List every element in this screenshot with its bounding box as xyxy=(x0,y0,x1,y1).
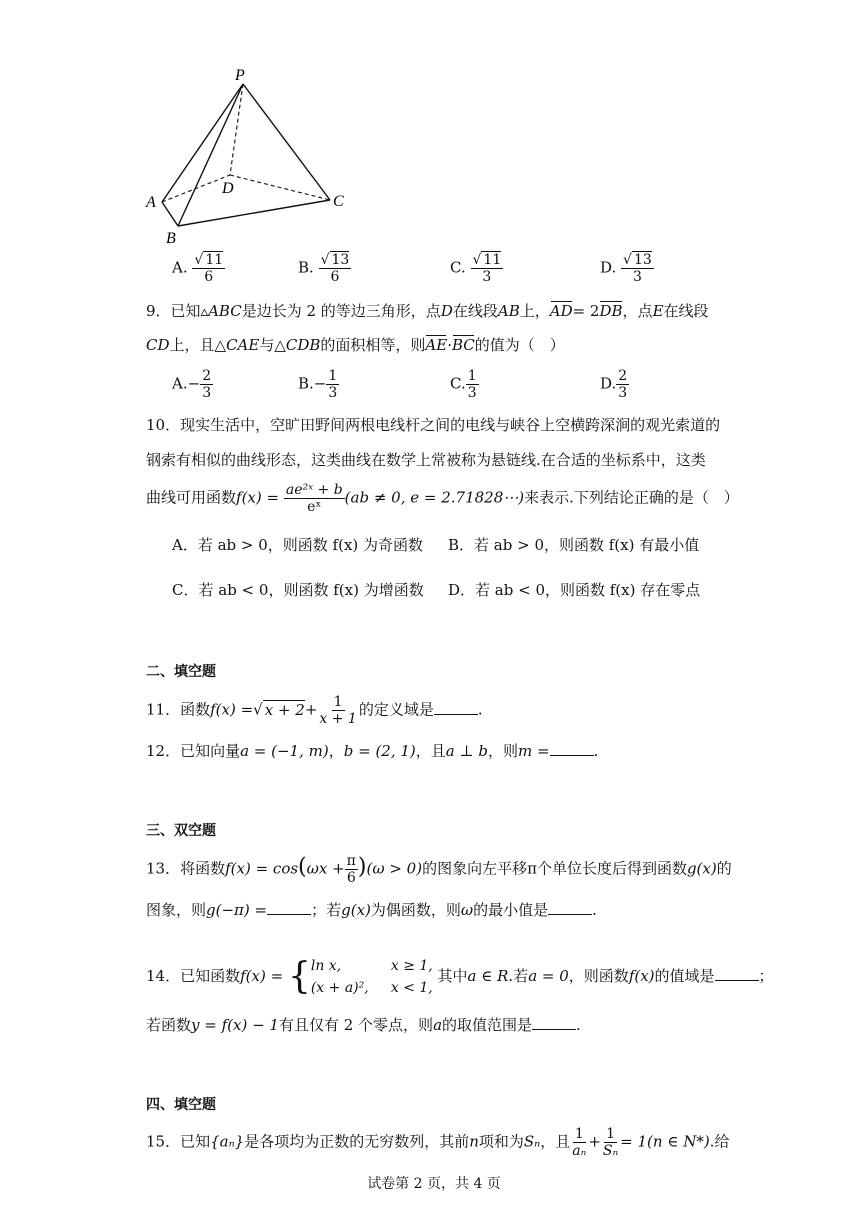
vertex-label-a: A xyxy=(146,194,156,211)
q9-option-b[interactable]: B.− $\frac{1}{3}$ xyxy=(298,368,338,401)
q15: 15．已知{aₙ}是各项均为正数的无穷数列，其前n项和为Sₙ，且 $\frac{1}{\text{aₙ}}$ + $\frac{1}{\text{Sₙ}}$ = 1(n ∈ N*).给 xyxy=(146,1126,730,1159)
q10-line3: 曲线可用函数f(x) = $\frac{\text{ae²ˣ + b}}{\text{eˣ}}$ (ab ≠ 0, e = 2.71828⋯)来表示.下列结论正确的是（ ） xyxy=(146,482,739,515)
page-footer: 试卷第 2 页，共 4 页 xyxy=(367,1176,501,1192)
q14-line2: 若函数y = f(x) − 1有且仅有 2 个零点，则a的取值范围是 . xyxy=(146,1016,581,1034)
q10-option-c[interactable]: C．若 ab < 0，则函数 f(x) 为增函数 xyxy=(172,581,424,599)
section-title-fill-blank-2: 四、填空题 xyxy=(146,1097,216,1113)
q9-line2: CD上，且△CAE与△CDB的面积相等，则AE·BC的值为（ ） xyxy=(146,336,565,354)
q13-line2: 图象，则g(−π) = ；若g(x)为偶函数，则ω的最小值是 . xyxy=(146,901,597,919)
q8-option-a[interactable]: A. $\frac{√ 11}{6}$ xyxy=(172,252,224,285)
q10-option-b[interactable]: B．若 ab > 0，则函数 f(x) 有最小值 xyxy=(448,536,700,554)
answer-blank[interactable] xyxy=(550,741,594,756)
answer-blank[interactable] xyxy=(532,1015,576,1030)
q9-option-d[interactable]: D. $\frac{2}{3}$ xyxy=(600,368,628,401)
q9-option-c[interactable]: C. $\frac{1}{3}$ xyxy=(450,368,477,401)
q8-option-c[interactable]: C. $\frac{√ 11}{3}$ xyxy=(450,252,502,285)
q10-line2: 钢索有相似的曲线形态，这类曲线在数学上常被称为悬链线.在合适的坐标系中，这类 xyxy=(146,451,706,469)
q8-option-b[interactable]: B. $\frac{√ 13}{6}$ xyxy=(298,252,350,285)
answer-blank[interactable] xyxy=(267,900,311,915)
vertex-label-c: C xyxy=(333,193,344,210)
q13-line1: 13．将函数f(x) = cos(ωx + $\frac{\pi}{6}$ )(ω > 0)的图象向左平移π个单位长度后得到函数g(x)的 xyxy=(146,853,732,886)
q10-line1: 10．现实生活中，空旷田野间两根电线杆之间的电线与峡谷上空横跨深涧的观光索道的 xyxy=(146,416,721,434)
answer-blank[interactable] xyxy=(548,900,592,915)
tetrahedron-figure xyxy=(140,60,360,250)
section-title-fill-blank: 二、填空题 xyxy=(146,664,216,680)
answer-blank[interactable] xyxy=(715,966,759,981)
q14-line1: 14．已知函数f(x) = { ln x, x ≥ 1, (x + a)², x < 1, 其中a ∈ R.若a = 0，则函数f(x)的值域是 ； xyxy=(146,956,774,997)
q11: 11．函数f(x) =√ x + 2+ $\frac{1}{x + 1}$ 的定义域是 . xyxy=(146,694,483,727)
section-title-double-blank: 三、双空题 xyxy=(146,823,216,839)
q10-option-a[interactable]: A．若 ab > 0，则函数 f(x) 为奇函数 xyxy=(172,536,424,554)
vertex-label-d: D xyxy=(222,180,234,197)
q9-line1: 9．已知▵ABC是边长为 2 的等边三角形，点D在线段AB上，AD= 2DB，点E在线段 xyxy=(146,302,709,320)
vertex-label-p: P xyxy=(235,67,245,84)
q8-option-d[interactable]: D. $\frac{√ 13}{3}$ xyxy=(600,252,652,285)
q9-option-a[interactable]: A.− $\frac{2}{3}$ xyxy=(172,368,212,401)
q12: 12．已知向量a = (−1, m)，b = (2, 1)，且a ⊥ b，则m = . xyxy=(146,742,599,760)
answer-blank[interactable] xyxy=(434,700,478,715)
vertex-label-b: B xyxy=(166,230,176,247)
q10-option-d[interactable]: D．若 ab < 0，则函数 f(x) 存在零点 xyxy=(448,581,701,599)
